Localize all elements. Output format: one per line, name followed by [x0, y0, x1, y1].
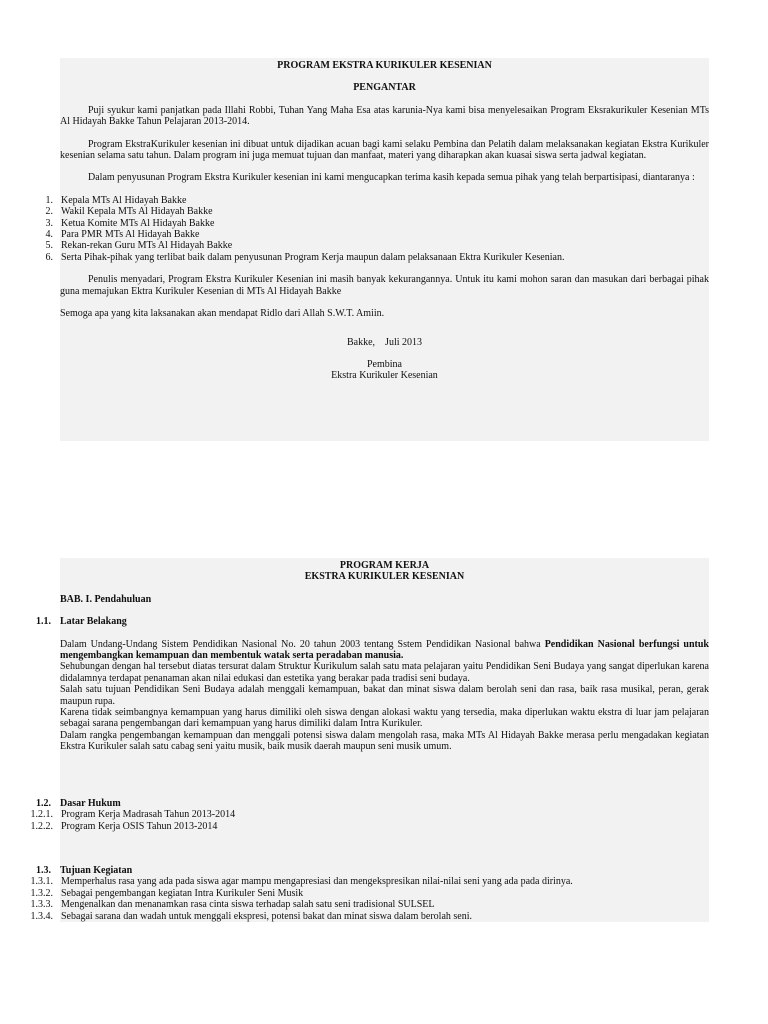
list-item: 1. Kepala MTs Al Hidayah Bakke	[45, 194, 187, 206]
list-item: 4. Para PMR MTs Al Hidayah Bakke	[45, 229, 200, 241]
section-heading-pengantar: PENGANTAR	[353, 82, 416, 94]
paragraph: Dalam rangka pengembangan kemampuan dan menggali potensi siswa dalam mengolah rasa, maka MTs Al Hidayah Bakke merasa perlu mengadakan kegiatan Ekstra Kurikuler salah satu cabag seni yaitu musik, baik musik daerah maupun seni musik umum.	[60, 729, 709, 753]
list-item: 1.2.1. Program Kerja Madrasah Tahun 2013-2014	[30, 809, 236, 821]
list-item: 3. Ketua Komite MTs Al Hidayah Bakke	[45, 217, 215, 229]
paragraph: Semoga apa yang kita laksanakan akan mendapat Ridlo dari Allah S.W.T. Amiin.	[60, 308, 385, 320]
list-item: 5. Rekan-rekan Guru MTs Al Hidayah Bakke	[45, 240, 233, 252]
paragraph: Dalam Undang-Undang Sistem Pendidikan Nasional No. 20 tahun 2003 tentang Sstem Pendidikan Nasional bahwa Pendidikan Nasional berfungsi untuk mengembangkan kemampuan dan membentuk watak serta peradaban manusia.	[60, 638, 709, 662]
document-title: PROGRAM KERJA	[339, 560, 430, 571]
document-title: PROGRAM EKSTRA KURIKULER KESENIAN	[277, 60, 492, 71]
tujuan-kegiatan-list	[30, 876, 709, 922]
paragraph: Karena tidak seimbangnya kemampuan yang harus dimiliki oleh siswa dengan alokasi waktu yang tersedia, maka diperlukan waktu ekstra di luar jam pelajaran sebagai sarana pengembangan dari kemampuan yang harus dimiliki dalam Intra Kurikuler.	[60, 707, 709, 730]
paragraph: Penulis menyadari, Program Ekstra Kurikuler Kesenian ini masih banyak kekurangannya. Untuk itu kami mohon saran dan masukan dari berbagai pihak guna memajukan Ektra Kurikuler Kesenian di MTs Al Hidayah Bakke	[60, 274, 709, 297]
document-subtitle: EKSTRA KURIKULER KESENIAN	[304, 571, 465, 583]
list-item: 2. Wakil Kepala MTs Al Hidayah Bakke	[45, 206, 213, 218]
section-heading-dasar-hukum: 1.2. Dasar Hukum	[36, 797, 121, 809]
paragraph: Dalam penyusunan Program Ekstra Kurikuler kesenian ini kami mengucapkan terima kasih kepada semua pihak yang telah berpartisipasi, diantaranya :	[88, 172, 695, 184]
pengantar-page	[45, 60, 709, 382]
dasar-hukum-list	[30, 809, 709, 832]
program-kerja-page	[30, 560, 709, 922]
list-item: 1.3.4. Sebagai sarana dan wadah untuk menggali ekspresi, potensi bakat dan minat siswa dalam berolah seni.	[30, 910, 472, 922]
signer-role: Pembina	[367, 358, 402, 370]
paragraph: Salah satu tujuan Pendidikan Seni Budaya adalah menggali kemampuan, bakat dan minat siswa dalam berolah seni dan rasa, baik rasa musikal, peran, gerak maupun rupa.	[60, 684, 709, 707]
chapter-heading: BAB. I. Pendahuluan	[60, 593, 152, 605]
list-item: 6. Serta Pihak-pihak yang terlibat baik dalam penyusunan Program Kerja maupun dalam pelaksanaan Ektra Kurikuler Kesenian.	[45, 251, 565, 263]
list-item: 1.3.3. Mengenalkan dan menanamkan rasa cinta siswa terhadap salah satu seni tradisional SULSEL	[30, 899, 435, 911]
paragraph: Sehubungan dengan hal tersebut diatas tersurat dalam Struktur Kurikulum salah satu mata pelajaran yaitu Pendidikan Seni Budaya yang sangat diperlukan karena didalamnya terdapat penanaman akan nilai edukasi dan estetika yang berakar pada tradisi seni budaya.	[60, 661, 709, 684]
thanks-list	[45, 194, 709, 263]
paragraph: Program EkstraKurikuler kesenian ini dibuat untuk dijadikan acuan bagi kami selaku Pembina dan Pelatih dalam melaksanakan kegiatan Ekstra Kurikuler kesenian selama satu tahun. Dalam program ini juga memuat tujuan dan manfaat, materi yang diharapkan akan kuasai siswa serta jadwal kegiatan.	[60, 138, 709, 162]
section-heading-tujuan-kegiatan: 1.3. Tujuan Kegiatan	[36, 864, 133, 876]
place-date: Bakke, Juli 2013	[347, 336, 422, 348]
list-item: 1.2.2. Program Kerja OSIS Tahun 2013-2014	[30, 820, 218, 832]
list-item: 1.3.2. Sebagai pengembangan kegiatan Intra Kurikuler Seni Musik	[30, 887, 304, 899]
section-heading-latar-belakang: 1.1. Latar Belakang	[36, 616, 127, 628]
signer-org: Ekstra Kurikuler Kesenian	[331, 370, 438, 382]
paragraph: Puji syukur kami panjatkan pada Illahi Robbi, Tuhan Yang Maha Esa atas karunia-Nya kami bisa menyelesaikan Program Eksrakurikuler Kesenian MTs Al Hidayah Bakke Tahun Pelajaran 2013-2014.	[60, 104, 709, 128]
list-item: 1.3.1. Memperhalus rasa yang ada pada siswa agar mampu mengapresiasi dan mengekspresikan nilai-nilai seni yang ada pada dirinya.	[30, 876, 573, 888]
